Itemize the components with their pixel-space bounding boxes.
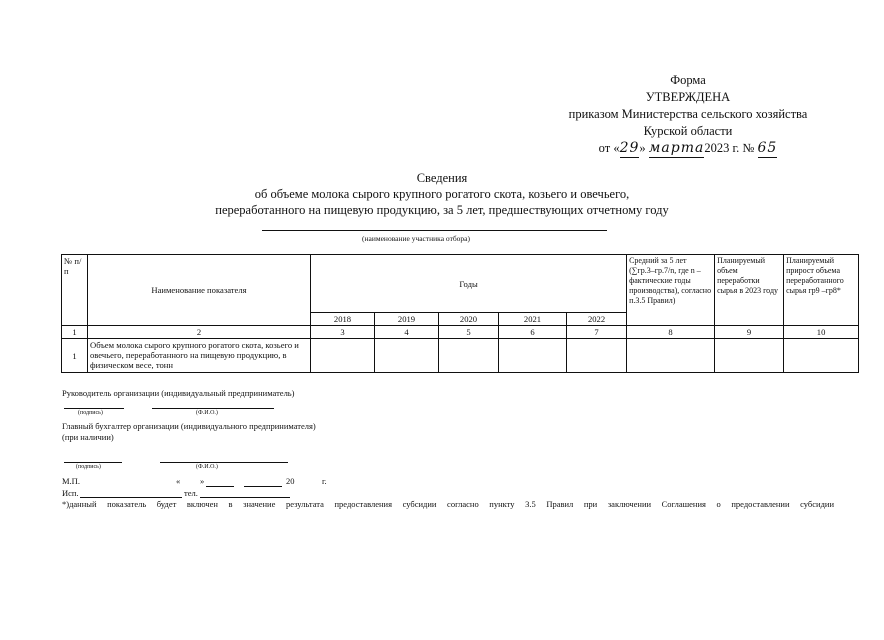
approved-label: УТВЕРЖДЕНА <box>645 90 731 104</box>
handwritten-number: 65 <box>757 140 778 156</box>
head-sign-caption: (подпись) <box>78 410 103 416</box>
cell-growth[interactable] <box>784 339 859 373</box>
header-years: Годы <box>311 255 627 313</box>
col-number: 7 <box>567 326 627 339</box>
head-fio-caption: (Ф.И.О.) <box>196 410 218 416</box>
head-sign-line <box>64 408 124 409</box>
year-2022: 2022 <box>567 313 627 326</box>
cell-2020[interactable] <box>439 339 499 373</box>
participant-caption: (наименование участника отбора) <box>362 234 470 243</box>
col-number: 9 <box>715 326 784 339</box>
column-number-row <box>62 326 859 339</box>
participant-name-line <box>262 230 607 231</box>
handwritten-month: марта <box>648 140 705 156</box>
year-text: 2023 г. № <box>704 141 755 155</box>
year-2020: 2020 <box>439 313 499 326</box>
handwritten-day: 29 <box>619 140 640 156</box>
col-number: 5 <box>439 326 499 339</box>
head-fio-line <box>152 408 274 409</box>
executor-label: Исп. <box>62 488 79 498</box>
col-number: 4 <box>375 326 439 339</box>
accountant-fio-line <box>160 462 288 463</box>
title-line-2: об объеме молока сырого крупного рогатого скота, козьего и овечьего, <box>254 187 630 201</box>
cell-2022[interactable] <box>567 339 627 373</box>
year-suffix: г. <box>322 476 327 486</box>
accountant-sign-line <box>64 462 122 463</box>
accountant-sign-caption: (подпись) <box>76 464 101 470</box>
footnote: *)данный показатель будет включен в значение результата предоставления субсидии согласно пункту 3.5 Правил при заключении Соглашения о предоставлении субсидии <box>62 499 834 509</box>
header-growth: Планируемый прирост объема переработанного сырья гр9 –гр8* <box>784 255 859 326</box>
date-month-line-2 <box>244 486 282 487</box>
col-number: 1 <box>62 326 88 339</box>
col-number: 6 <box>499 326 567 339</box>
col-number: 2 <box>88 326 311 339</box>
row-name: Объем молока сырого крупного рогатого скота, козьего и овечьего, переработанного на пищевую продукцию, в физическом весе, тонн <box>88 339 311 373</box>
cell-planned[interactable] <box>715 339 784 373</box>
header-num: № п/п <box>62 255 88 326</box>
year-2021: 2021 <box>499 313 567 326</box>
year-prefix: 20 <box>286 476 295 486</box>
row-num: 1 <box>62 339 88 373</box>
cell-2019[interactable] <box>375 339 439 373</box>
date-open-quote: « <box>176 476 181 486</box>
executor-line <box>80 497 182 498</box>
col-number: 10 <box>784 326 859 339</box>
order-label: приказом Министерства сельского хозяйства <box>568 107 808 121</box>
title-line-3: переработанного на пищевую продукцию, за 5 лет, предшествующих отчетному году <box>215 203 669 217</box>
year-2018: 2018 <box>311 313 375 326</box>
accountant-fio-caption: (Ф.И.О.) <box>196 464 218 470</box>
header-planned: Планируемый объем переработки сырья в 2023 году <box>715 255 784 326</box>
table-row <box>62 339 859 373</box>
date-month-line <box>206 486 234 487</box>
col-number: 8 <box>627 326 715 339</box>
header-name: Наименование показателя <box>88 255 311 326</box>
title-line-1: Сведения <box>416 171 468 185</box>
approval-block <box>548 72 828 158</box>
header-avg: Средний за 5 лет (∑гр.3–гр.7/n, где n – фактические годы производства), согласно п.3.5 Правил) <box>627 255 715 326</box>
year-2019: 2019 <box>375 313 439 326</box>
document-title <box>0 170 884 218</box>
order-date-line <box>548 140 828 158</box>
if-any-label: (при наличии) <box>62 432 114 442</box>
date-close-quote: » <box>200 476 205 486</box>
phone-line <box>200 497 290 498</box>
date-prefix: от « <box>598 141 620 155</box>
data-table <box>61 254 859 373</box>
cell-avg[interactable] <box>627 339 715 373</box>
cell-2018[interactable] <box>311 339 375 373</box>
col-number: 3 <box>311 326 375 339</box>
head-label: Руководитель организации (индивидуальный предприниматель) <box>62 388 295 398</box>
phone-label: тел. <box>184 488 198 498</box>
region-label: Курской области <box>643 124 733 138</box>
accountant-label: Главный бухгалтер организации (индивидуального предпринимателя) <box>62 421 316 431</box>
mp-label: М.П. <box>62 476 80 486</box>
date-close-quote: » <box>639 141 646 155</box>
cell-2021[interactable] <box>499 339 567 373</box>
form-label: Форма <box>670 73 706 87</box>
